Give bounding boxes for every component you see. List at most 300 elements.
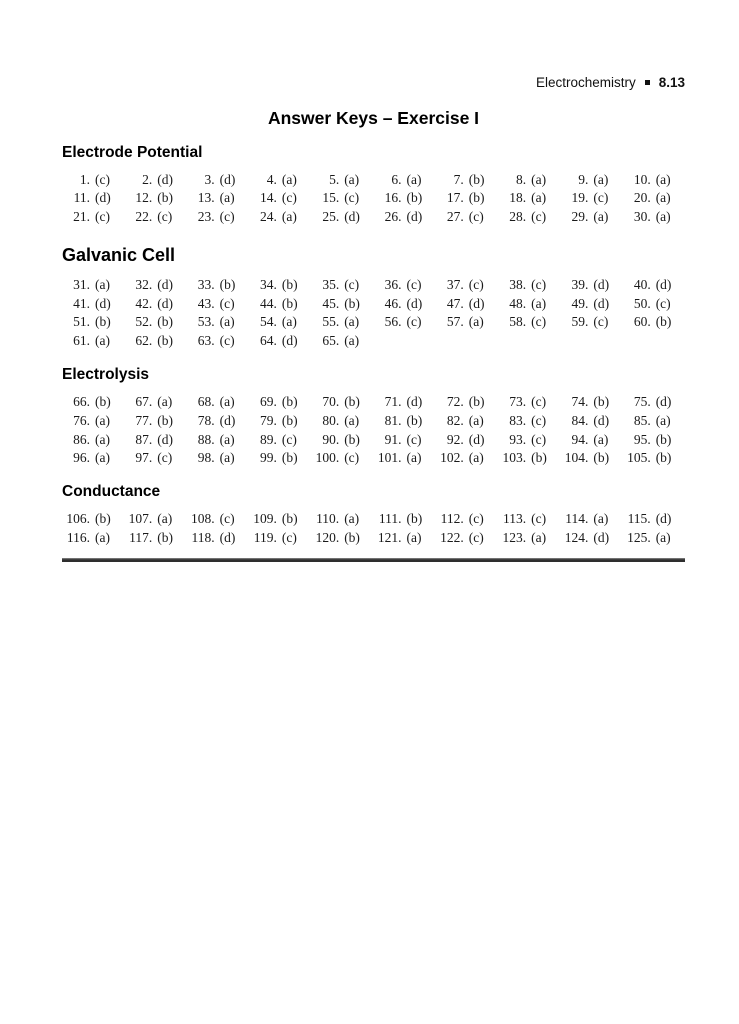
sections-container [62, 144, 685, 548]
answer-choice: (d) [344, 209, 360, 225]
answer-item [187, 276, 249, 295]
answer-item [373, 449, 435, 468]
answer-item [124, 208, 186, 227]
answer-item [62, 313, 124, 332]
answer-choice: (c) [219, 511, 235, 527]
answer-choice: (a) [531, 171, 547, 187]
answer-item [62, 171, 124, 190]
answer-choice: (a) [468, 412, 484, 428]
answer-item [498, 189, 560, 208]
answer-choice: (c) [468, 276, 484, 292]
answer-choice: (c) [531, 276, 547, 292]
answer-item [124, 295, 186, 314]
question-number: 39. [571, 276, 589, 292]
question-number: 17. [446, 190, 464, 206]
question-number: 35. [322, 276, 340, 292]
question-number: 40. [633, 276, 651, 292]
question-number: 43. [197, 295, 215, 311]
answer-item [623, 510, 685, 529]
answer-item [560, 449, 622, 468]
answer-item [249, 313, 311, 332]
answer-choice: (b) [344, 295, 360, 311]
answer-item [560, 510, 622, 529]
answer-item [187, 189, 249, 208]
answer-choice: (a) [531, 190, 547, 206]
question-number: 3. [204, 171, 215, 187]
answer-choice: (a) [95, 431, 110, 447]
question-number: 21. [73, 209, 90, 225]
question-number: 94. [571, 431, 589, 447]
page-number: 8.13 [658, 75, 685, 90]
answer-item [249, 412, 311, 431]
answer-choice: (a) [344, 412, 360, 428]
answer-choice: (c) [531, 412, 547, 428]
question-number: 48. [509, 295, 527, 311]
answer-item [436, 295, 498, 314]
answer-choice: (b) [281, 511, 298, 527]
question-number: 64. [260, 333, 277, 349]
answer-choice: (c) [281, 431, 297, 447]
answer-item [623, 431, 685, 450]
answer-item [498, 171, 560, 190]
question-number: 24. [260, 209, 277, 225]
answer-item [623, 449, 685, 468]
answer-choice: (b) [157, 314, 174, 330]
answer-item [373, 313, 435, 332]
answer-choice: (c) [281, 530, 297, 546]
answer-item [560, 412, 622, 431]
answer-item [373, 393, 435, 412]
question-number: 23. [197, 209, 215, 225]
answer-item [560, 208, 622, 227]
answer-item [623, 313, 685, 332]
question-number: 12. [135, 190, 153, 206]
question-number: 93. [509, 431, 527, 447]
question-number: 101. [377, 450, 402, 466]
question-number: 75. [633, 394, 651, 410]
answer-item [62, 332, 124, 351]
answer-item [62, 208, 124, 227]
answer-item [311, 189, 373, 208]
answer-choice: (d) [406, 295, 423, 311]
question-number: 41. [73, 295, 90, 311]
answer-item [498, 295, 560, 314]
answer-item [498, 412, 560, 431]
question-number: 112. [440, 511, 464, 527]
answer-choice: (c) [344, 450, 360, 466]
answer-item [373, 295, 435, 314]
answer-choice: (a) [95, 333, 110, 349]
answer-choice: (d) [593, 295, 610, 311]
answer-choice: (b) [406, 190, 423, 206]
answer-choice: (b) [344, 431, 360, 447]
question-number: 58. [509, 314, 527, 330]
answer-choice: (a) [281, 209, 297, 225]
answer-choice: (a) [95, 276, 110, 292]
answer-grid [62, 510, 685, 548]
question-number: 105. [627, 450, 651, 466]
question-number: 4. [266, 171, 277, 187]
question-number: 120. [315, 530, 340, 546]
answer-choice: (b) [344, 530, 360, 546]
question-number: 88. [197, 431, 215, 447]
question-number: 11. [73, 190, 90, 206]
question-number: 115. [627, 511, 651, 527]
answer-item [623, 412, 685, 431]
question-number: 123. [502, 530, 527, 546]
question-number: 97. [135, 450, 153, 466]
answer-item [62, 510, 124, 529]
answer-item [560, 189, 622, 208]
answer-choice: (c) [531, 511, 547, 527]
answer-choice: (b) [468, 190, 485, 206]
answer-item [436, 529, 498, 548]
question-number: 14. [260, 190, 277, 206]
question-number: 69. [260, 394, 277, 410]
answer-choice: (b) [406, 412, 423, 428]
question-number: 36. [384, 276, 402, 292]
answer-item [62, 431, 124, 450]
question-number: 51. [73, 314, 90, 330]
question-number: 59. [571, 314, 589, 330]
question-number: 76. [73, 412, 90, 428]
answer-choice: (c) [344, 190, 360, 206]
answer-choice: (d) [406, 209, 423, 225]
answer-grid [62, 276, 685, 351]
answer-choice: (a) [655, 530, 671, 546]
answer-item [373, 431, 435, 450]
answer-choice: (a) [593, 171, 609, 187]
answer-choice: (c) [531, 209, 547, 225]
answer-choice: (d) [406, 394, 423, 410]
question-number: 22. [135, 209, 153, 225]
question-number: 32. [135, 276, 153, 292]
answer-item [311, 276, 373, 295]
question-number: 34. [260, 276, 277, 292]
answer-section [62, 144, 685, 227]
question-number: 79. [260, 412, 277, 428]
answer-choice: (d) [95, 295, 111, 311]
answer-item [187, 510, 249, 529]
answer-item [124, 332, 186, 351]
answer-item [124, 431, 186, 450]
answer-item [560, 529, 622, 548]
answer-choice: (a) [655, 412, 671, 428]
answer-choice: (c) [95, 171, 110, 187]
answer-item [436, 449, 498, 468]
answer-choice: (b) [531, 450, 547, 466]
answer-item [560, 393, 622, 412]
question-number: 7. [453, 171, 464, 187]
question-number: 27. [446, 209, 464, 225]
question-number: 99. [260, 450, 277, 466]
question-number: 6. [391, 171, 402, 187]
question-number: 55. [322, 314, 340, 330]
answer-item [311, 313, 373, 332]
answer-item [187, 393, 249, 412]
question-number: 44. [260, 295, 277, 311]
answer-choice: (b) [281, 394, 298, 410]
answer-choice: (b) [655, 431, 672, 447]
question-number: 122. [440, 530, 464, 546]
answer-choice: (b) [406, 511, 423, 527]
answer-item [62, 393, 124, 412]
question-number: 71. [384, 394, 402, 410]
answer-choice: (b) [157, 190, 174, 206]
answer-choice: (a) [281, 314, 297, 330]
answer-item [311, 529, 373, 548]
question-number: 56. [384, 314, 402, 330]
answer-item [311, 332, 373, 351]
answer-item [187, 171, 249, 190]
question-number: 47. [446, 295, 464, 311]
answer-choice: (a) [219, 450, 235, 466]
question-number: 70. [322, 394, 340, 410]
answer-item [124, 313, 186, 332]
answer-choice: (a) [344, 511, 360, 527]
answer-choice: (a) [344, 333, 360, 349]
question-number: 111. [378, 511, 402, 527]
question-number: 9. [578, 171, 589, 187]
question-number: 26. [384, 209, 402, 225]
answer-choice: (b) [157, 412, 174, 428]
answer-choice: (c) [219, 333, 235, 349]
answer-item [373, 171, 435, 190]
answer-item [623, 529, 685, 548]
answer-choice: (c) [468, 511, 484, 527]
answer-choice: (b) [281, 412, 298, 428]
question-number: 106. [66, 511, 90, 527]
answer-item [436, 313, 498, 332]
question-number: 125. [627, 530, 651, 546]
answer-choice: (c) [95, 209, 110, 225]
answer-item [62, 189, 124, 208]
question-number: 81. [384, 412, 402, 428]
question-number: 66. [73, 394, 90, 410]
answer-item [623, 208, 685, 227]
answer-item [436, 393, 498, 412]
answer-item [560, 276, 622, 295]
question-number: 65. [322, 333, 340, 349]
question-number: 15. [322, 190, 340, 206]
question-number: 113. [502, 511, 527, 527]
answer-choice: (c) [593, 190, 609, 206]
answer-choice: (b) [655, 314, 672, 330]
answer-choice: (a) [531, 530, 547, 546]
answer-choice: (c) [219, 209, 235, 225]
answer-item [623, 276, 685, 295]
answer-item [249, 393, 311, 412]
question-number: 72. [446, 394, 464, 410]
answer-choice: (b) [95, 314, 111, 330]
answer-choice: (a) [95, 530, 110, 546]
answer-choice: (c) [593, 314, 609, 330]
question-number: 50. [633, 295, 651, 311]
question-number: 78. [197, 412, 215, 428]
answer-item [623, 393, 685, 412]
answer-item [560, 171, 622, 190]
section-heading: Galvanic Cell [62, 244, 176, 265]
question-number: 87. [135, 431, 153, 447]
answer-section [62, 483, 685, 548]
answer-choice: (d) [219, 530, 236, 546]
answer-item [187, 412, 249, 431]
answer-choice: (c) [531, 431, 547, 447]
answer-item [623, 189, 685, 208]
answer-item [187, 295, 249, 314]
answer-choice: (a) [468, 314, 484, 330]
question-number: 110. [316, 511, 340, 527]
answer-grid [62, 393, 685, 468]
answer-choice: (a) [157, 511, 173, 527]
question-number: 91. [384, 431, 402, 447]
question-number: 1. [79, 171, 90, 187]
answer-item [498, 449, 560, 468]
answer-item [623, 295, 685, 314]
question-number: 83. [509, 412, 527, 428]
answer-item [62, 412, 124, 431]
answer-item [187, 208, 249, 227]
question-number: 86. [73, 431, 90, 447]
answer-choice: (a) [593, 209, 609, 225]
answer-choice: (a) [344, 171, 360, 187]
answer-choice: (c) [157, 450, 173, 466]
answer-choice: (b) [157, 530, 174, 546]
answer-choice: (a) [468, 450, 484, 466]
answer-item [249, 189, 311, 208]
question-number: 54. [260, 314, 277, 330]
answer-item [311, 510, 373, 529]
question-number: 109. [253, 511, 277, 527]
answer-item [124, 412, 186, 431]
answer-choice: (b) [219, 276, 236, 292]
answer-choice: (c) [157, 209, 173, 225]
answer-item [249, 449, 311, 468]
page-title: Answer Keys – Exercise I [267, 107, 480, 128]
answer-choice: (a) [344, 314, 360, 330]
answer-item [124, 510, 186, 529]
answer-choice: (b) [468, 394, 485, 410]
answer-item [436, 208, 498, 227]
answer-item [124, 171, 186, 190]
question-number: 84. [571, 412, 589, 428]
answer-choice: (a) [95, 412, 110, 428]
answer-item [311, 171, 373, 190]
answer-choice: (d) [593, 412, 610, 428]
question-number: 20. [633, 190, 651, 206]
answer-choice: (c) [531, 394, 547, 410]
question-number: 92. [446, 431, 464, 447]
question-number: 63. [197, 333, 215, 349]
answer-item [249, 529, 311, 548]
answer-item [62, 276, 124, 295]
answer-choice: (b) [655, 450, 672, 466]
question-number: 117. [129, 530, 153, 546]
question-number: 95. [633, 431, 651, 447]
answer-choice: (a) [655, 209, 671, 225]
answer-choice: (d) [655, 276, 672, 292]
answer-choice: (a) [281, 171, 297, 187]
question-number: 5. [329, 171, 340, 187]
answer-choice: (d) [157, 431, 174, 447]
answer-choice: (d) [655, 511, 672, 527]
answer-choice: (d) [219, 412, 236, 428]
question-number: 62. [135, 333, 153, 349]
answer-choice: (d) [468, 295, 485, 311]
question-number: 46. [384, 295, 402, 311]
question-number: 18. [509, 190, 527, 206]
question-number: 31. [73, 276, 90, 292]
answer-item [187, 332, 249, 351]
question-number: 100. [315, 450, 340, 466]
answer-item [311, 449, 373, 468]
answer-item [311, 393, 373, 412]
answer-item [436, 171, 498, 190]
question-number: 37. [446, 276, 464, 292]
answer-item [498, 276, 560, 295]
answer-choice: (a) [95, 450, 110, 466]
question-number: 107. [128, 511, 153, 527]
answer-choice: (c) [531, 314, 547, 330]
answer-item [249, 431, 311, 450]
answer-item [249, 332, 311, 351]
answer-item [124, 449, 186, 468]
question-number: 19. [571, 190, 589, 206]
answer-item [311, 431, 373, 450]
question-number: 119. [253, 530, 277, 546]
question-number: 61. [73, 333, 90, 349]
question-number: 38. [509, 276, 527, 292]
question-number: 67. [135, 394, 153, 410]
answer-item [187, 449, 249, 468]
question-number: 45. [322, 295, 340, 311]
question-number: 77. [135, 412, 153, 428]
answer-choice: (a) [219, 190, 235, 206]
question-number: 53. [197, 314, 215, 330]
answer-choice: (b) [593, 394, 610, 410]
question-number: 96. [73, 450, 90, 466]
answer-choice: (a) [219, 314, 235, 330]
section-heading: Electrode Potential [62, 143, 203, 161]
question-number: 121. [377, 530, 402, 546]
chapter-title: Electrochemistry [535, 75, 636, 90]
section-heading: Conductance [62, 483, 161, 501]
answer-choice: (d) [593, 530, 610, 546]
answer-choice: (b) [95, 511, 111, 527]
answer-choice: (c) [468, 530, 484, 546]
answer-choice: (a) [655, 190, 671, 206]
answer-item [311, 295, 373, 314]
answer-item [124, 529, 186, 548]
answer-item [498, 431, 560, 450]
bottom-rule [62, 558, 685, 562]
question-number: 33. [197, 276, 215, 292]
answer-choice: (a) [655, 171, 671, 187]
question-number: 103. [502, 450, 527, 466]
question-number: 114. [565, 511, 589, 527]
answer-choice: (d) [95, 190, 111, 206]
answer-choice: (a) [406, 450, 422, 466]
answer-item [124, 393, 186, 412]
answer-item [498, 510, 560, 529]
square-bullet-icon [645, 80, 650, 85]
answer-item [436, 412, 498, 431]
answer-item [249, 208, 311, 227]
answer-item [436, 431, 498, 450]
answer-choice: (b) [593, 450, 610, 466]
question-number: 16. [384, 190, 402, 206]
answer-item [249, 295, 311, 314]
